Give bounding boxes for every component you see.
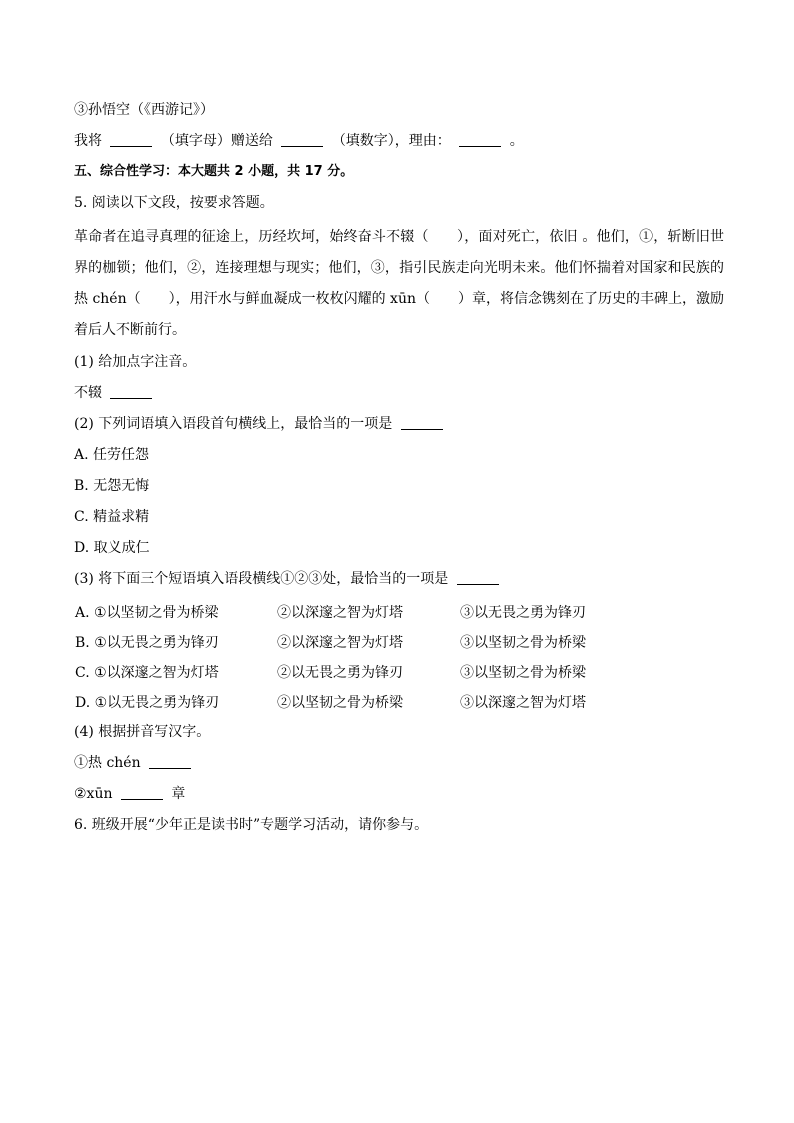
option-c: C. 精益求精 [74,509,150,525]
pinyin-xun: ②xūn [74,786,113,802]
option-a: A. 任劳任怨 [74,447,150,463]
blank-pinyin [110,384,152,399]
subquestion-3-options [75,598,724,718]
blank-xun [121,785,163,800]
option-c-1: C. ①以深邃之智为灯塔 [75,665,219,681]
option-b: B. 无怨无悔 [74,478,150,494]
option-d-3: ③以深邃之智为灯塔 [460,695,586,711]
passage: 革命者在追寻真理的征途上，历经坎坷，始终奋斗不辍（ ），面对死亡，依旧 。他们，①，斩断旧世界的枷锁；他们，②，连接理想与现实；他们，③，指引民族走向光明未来。他们怀揣着对国家和民族的热 chén（ ），用汗水与鲜血凝成一枚枚闪耀的 xūn（ ）章，将信念镌刻在了历史的丰碑上，激励着后人不断前行。 [74,229,724,338]
question-6: 6. 班级开展“少年正是读书时”专题学习活动，请你参与。 [74,817,429,833]
option-d-1: D. ①以无畏之勇为锋刃 [75,695,220,711]
answer-text-a: 我将 [74,133,102,149]
question-5: 5. 阅读以下文段，按要求答题。 [74,195,274,211]
option-a-2: ②以深邃之智为灯塔 [277,605,403,621]
blank-reason [459,132,501,147]
section-heading: 五、综合性学习：本大题共 2 小题，共 17 分。 [74,164,354,179]
answer-text-b: （填字母）赠送给 [160,133,273,149]
blank-number [281,132,323,147]
answer-text-c: （填数字），理由： [331,133,451,149]
option-a-3: ③以无畏之勇为锋刃 [460,605,586,621]
document-content [74,98,724,844]
option-c-3: ③以坚韧之骨为桥梁 [460,665,586,681]
option-b-1: B. ①以无畏之勇为锋刃 [75,635,219,651]
subquestion-3-text: (3) 将下面三个短语填入语段横线①②③处，最恰当的一项是 [74,571,449,587]
answer-line [74,129,724,153]
subquestion-2-text: (2) 下列词语填入语段首句横线上，最恰当的一项是 [74,416,393,432]
word-buchuo: 不辍 [74,385,102,401]
subquestion-3 [74,567,724,591]
option-c-2: ②以无畏之勇为锋刃 [277,665,403,681]
pinyin-chen: ①热 chén [74,755,141,771]
char-zhang: 章 [171,786,186,802]
subquestion-4: (4) 根据拼音写汉字。 [74,724,211,740]
option-d-2: ②以坚韧之骨为桥梁 [277,695,403,711]
blank-choice-2 [401,415,443,430]
option-a-1: A. ①以坚韧之骨为桥梁 [75,605,219,621]
option-b-3: ③以坚韧之骨为桥梁 [460,635,586,651]
option-d: D. 取义成仁 [74,540,150,556]
subquestion-4-b [74,782,724,806]
blank-chen [149,754,191,769]
blank-choice-3 [457,570,499,585]
subquestion-4-a [74,751,724,775]
subquestion-1-answer [74,381,724,405]
option-b-2: ②以深邃之智为灯塔 [277,635,403,651]
blank-letter [110,132,152,147]
subquestion-2 [74,412,724,436]
option-line-3: ③孙悟空（《西游记》） [74,102,214,118]
subquestion-1: (1) 给加点字注音。 [74,354,197,370]
answer-text-d: 。 [509,133,524,149]
